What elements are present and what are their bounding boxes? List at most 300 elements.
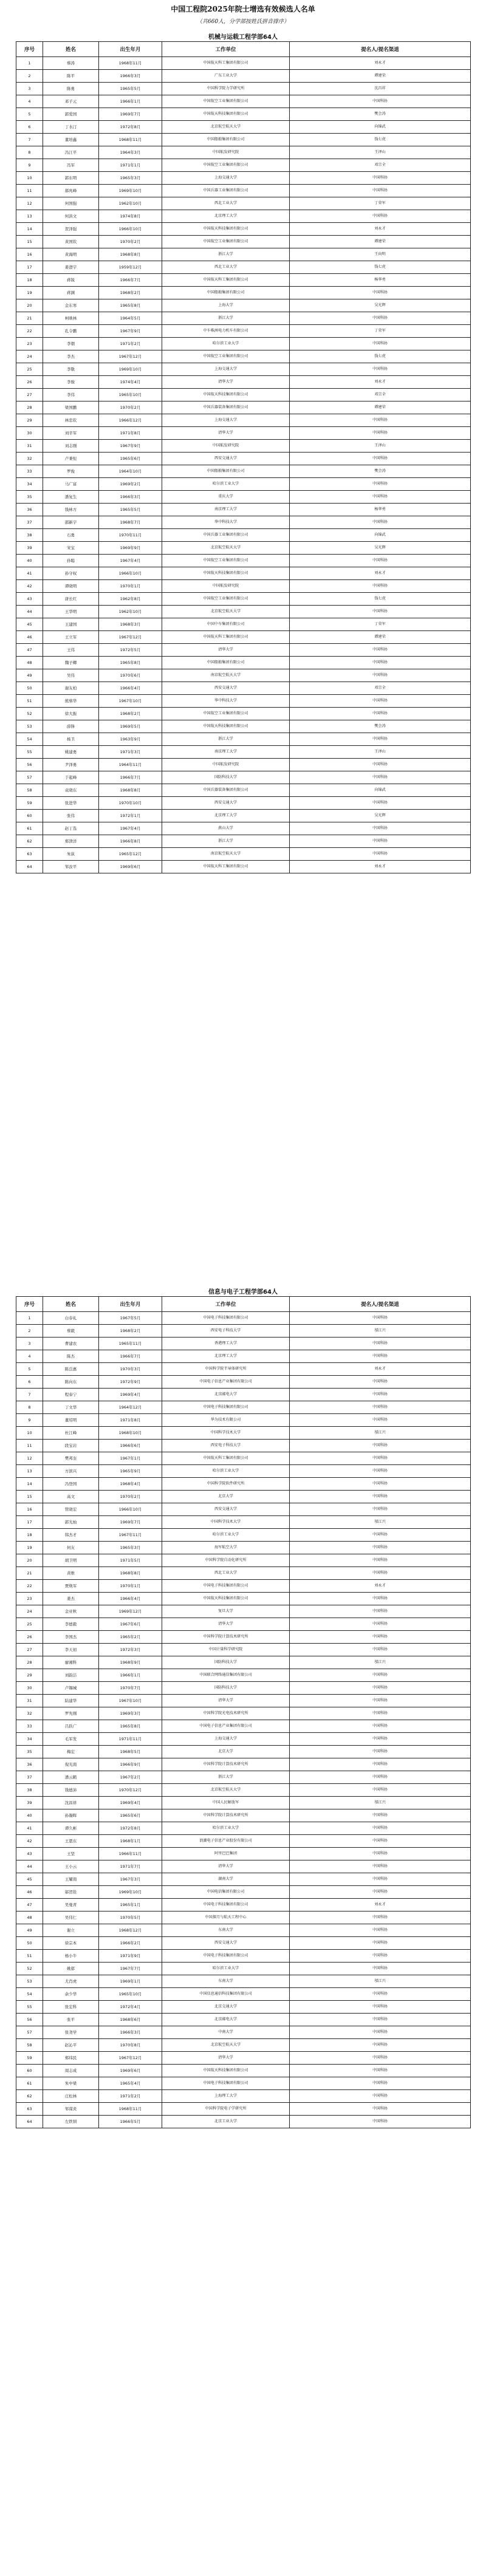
cell-name: 石勇: [43, 529, 99, 542]
cell-number: 63: [16, 2103, 43, 2116]
cell-name: 蒋锐: [43, 274, 99, 287]
cell-birth: 1970年1月: [99, 580, 162, 593]
cell-unit: 西安交通大学: [162, 1503, 290, 1516]
cell-birth: 1969年7月: [99, 1516, 162, 1529]
cell-unit: 西北工业大学: [162, 261, 290, 274]
cell-unit: 中国人民解放军: [162, 1797, 290, 1809]
cell-number: 19: [16, 287, 43, 299]
table-row: [16, 159, 471, 172]
cell-recommender: 中国科协: [290, 1937, 471, 1950]
cell-name: 沈昌祥: [43, 1797, 99, 1809]
cell-unit: 上海交通大学: [162, 1733, 290, 1746]
cell-unit: 西安交通大学: [162, 682, 290, 695]
cell-recommender: 中国科协: [290, 1695, 471, 1707]
cell-number: 51: [16, 695, 43, 708]
cell-unit: 中国航空工业集团有限公司: [162, 159, 290, 172]
table-row: [16, 1733, 471, 1746]
cell-name: 王小云: [43, 1860, 99, 1873]
cell-name: 邹谋炎: [43, 2103, 99, 2116]
cell-unit: 中国中车集团有限公司: [162, 618, 290, 631]
cell-number: 36: [16, 504, 43, 516]
cell-name: 赵丁选: [43, 822, 99, 835]
cell-name: 邹汝平: [43, 861, 99, 873]
cell-number: 23: [16, 338, 43, 350]
cell-birth: 1971年3月: [99, 746, 162, 759]
cell-recommender: 中国科协: [290, 1924, 471, 1937]
cell-unit: 北京大学: [162, 1746, 290, 1758]
cell-unit: 中国航发研究院: [162, 146, 290, 159]
cell-number: 46: [16, 1886, 43, 1899]
cell-birth: 1968年6月: [99, 2014, 162, 2026]
cell-birth: 1965年6月: [99, 1809, 162, 1822]
table-row: [16, 1695, 471, 1707]
column-header-unit: 工作单位: [162, 42, 290, 57]
cell-birth: 1965年12月: [99, 848, 162, 861]
cell-recommender: 中国科协: [290, 1312, 471, 1325]
cell-unit: 中国航天科技集团有限公司: [162, 108, 290, 121]
cell-name: 陆建华: [43, 1695, 99, 1707]
cell-birth: 1974年4月: [99, 376, 162, 389]
table-row: [16, 593, 471, 606]
cell-unit: 中国船舶集团有限公司: [162, 287, 290, 299]
cell-recommender: 王泽山: [290, 746, 471, 759]
cell-number: 14: [16, 223, 43, 236]
cell-birth: 1972年8月: [99, 121, 162, 134]
cell-unit: 中国电信集团有限公司: [162, 1886, 290, 1899]
cell-name: 陈良惠: [43, 1363, 99, 1376]
cell-name: 王恩东: [43, 1835, 99, 1848]
cell-number: 37: [16, 1771, 43, 1784]
cell-number: 16: [16, 248, 43, 261]
cell-number: 16: [16, 1503, 43, 1516]
cell-number: 35: [16, 491, 43, 504]
cell-name: 周志成: [43, 2065, 99, 2077]
cell-number: 29: [16, 1669, 43, 1682]
table-row: [16, 1975, 471, 1988]
cell-birth: 1966年1月: [99, 95, 162, 108]
cell-number: 60: [16, 810, 43, 822]
cell-number: 5: [16, 108, 43, 121]
cell-name: 徐大振: [43, 708, 99, 720]
cell-birth: 1969年10月: [99, 185, 162, 197]
candidate-table: [16, 1296, 471, 2128]
cell-recommender: 中国科协: [290, 1771, 471, 1784]
table-row: [16, 1669, 471, 1682]
cell-name: 谢立: [43, 1924, 99, 1937]
cell-name: 刘韵洁: [43, 1669, 99, 1682]
cell-number: 10: [16, 172, 43, 185]
cell-birth: 1968年8月: [99, 1567, 162, 1580]
cell-unit: 中国船舶集团有限公司: [162, 657, 290, 669]
cell-number: 8: [16, 1401, 43, 1414]
cell-recommender: 吴光辉: [290, 810, 471, 822]
cell-name: 钱林方: [43, 504, 99, 516]
cell-birth: 1972年3月: [99, 1644, 162, 1656]
cell-birth: 1972年8月: [99, 1822, 162, 1835]
cell-name: 孙凝晖: [43, 1809, 99, 1822]
table-row: [16, 95, 471, 108]
cell-birth: 1969年12月: [99, 1605, 162, 1618]
cell-recommender: 中国科协: [290, 771, 471, 784]
cell-birth: 1965年4月: [99, 2077, 162, 2090]
table-row: [16, 2001, 471, 2014]
cell-birth: 1964年12月: [99, 1401, 162, 1414]
cell-unit: 中国电子科技集团有限公司: [162, 1950, 290, 1963]
cell-number: 7: [16, 1389, 43, 1401]
cell-name: 潘复生: [43, 491, 99, 504]
cell-name: 梁国鹏: [43, 401, 99, 414]
cell-birth: 1970年2月: [99, 1491, 162, 1503]
cell-birth: 1966年7月: [99, 771, 162, 784]
cell-birth: 1965年1月: [99, 1899, 162, 1912]
cell-birth: 1965年8月: [99, 657, 162, 669]
cell-unit: 中国航天科技集团有限公司: [162, 720, 290, 733]
cell-unit: 南京航空航天大学: [162, 848, 290, 861]
cell-name: 薛锋: [43, 720, 99, 733]
table-row: [16, 453, 471, 465]
cell-unit: 中国航发研究院: [162, 440, 290, 453]
cell-unit: 清华大学: [162, 644, 290, 657]
cell-unit: 东南大学: [162, 1975, 290, 1988]
cell-birth: 1972年5月: [99, 644, 162, 657]
cell-name: 贺泽强: [43, 223, 99, 236]
cell-name: 姜澄宇: [43, 261, 99, 274]
cell-unit: 南京理工大学: [162, 504, 290, 516]
cell-birth: 1970年6月: [99, 669, 162, 682]
cell-recommender: 中国科协: [290, 669, 471, 682]
cell-number: 29: [16, 414, 43, 427]
table-row: [16, 376, 471, 389]
cell-name: 李伟: [43, 389, 99, 401]
cell-number: 34: [16, 478, 43, 491]
cell-number: 42: [16, 580, 43, 593]
cell-number: 40: [16, 555, 43, 567]
cell-unit: 华为技术有限公司: [162, 1414, 290, 1427]
cell-name: 朱中梁: [43, 2077, 99, 2090]
cell-recommender: 邬江兴: [290, 1656, 471, 1669]
cell-unit: 北京交通大学: [162, 2001, 290, 2014]
table-row: [16, 248, 471, 261]
cell-number: 5: [16, 1363, 43, 1376]
cell-name: 蒋渊: [43, 287, 99, 299]
cell-name: 张进华: [43, 797, 99, 810]
table-row: [16, 1312, 471, 1325]
cell-birth: 1969年6月: [99, 861, 162, 873]
cell-birth: 1966年3月: [99, 2026, 162, 2039]
cell-birth: 1967年5月: [99, 1312, 162, 1325]
table-row: [16, 759, 471, 771]
cell-number: 51: [16, 1950, 43, 1963]
cell-name: 蔡毅: [43, 1325, 99, 1338]
cell-recommender: 中国科协: [290, 1720, 471, 1733]
cell-unit: 湖南大学: [162, 1873, 290, 1886]
cell-unit: 中国航天科技集团有限公司: [162, 2065, 290, 2077]
cell-unit: 华中科技大学: [162, 516, 290, 529]
cell-recommender: 中国科协: [290, 1503, 471, 1516]
cell-number: 64: [16, 861, 43, 873]
cell-unit: 上海交通大学: [162, 172, 290, 185]
cell-number: 6: [16, 121, 43, 134]
cell-birth: 1968年11月: [99, 57, 162, 70]
cell-number: 1: [16, 57, 43, 70]
cell-birth: 1970年2月: [99, 401, 162, 414]
cell-birth: 1970年5月: [99, 1912, 162, 1924]
cell-recommender: 吴光辉: [290, 299, 471, 312]
table-row: [16, 1963, 471, 1975]
cell-recommender: 刘永才: [290, 1899, 471, 1912]
table-row: [16, 312, 471, 325]
table-row: [16, 57, 471, 70]
cell-recommender: 刘永才: [290, 567, 471, 580]
cell-name: 左铁钏: [43, 2116, 99, 2128]
table-row: [16, 1848, 471, 1860]
cell-birth: 1969年6月: [99, 2065, 162, 2077]
cell-name: 吕跃广: [43, 1720, 99, 1733]
cell-name: 宋宝: [43, 542, 99, 555]
cell-recommender: 中国科协: [290, 414, 471, 427]
cell-birth: 1967年10月: [99, 1695, 162, 1707]
cell-number: 46: [16, 631, 43, 644]
cell-birth: 1968年8月: [99, 784, 162, 797]
cell-recommender: 中国科协: [290, 1376, 471, 1389]
cell-unit: 中国电子科技集团有限公司: [162, 1899, 290, 1912]
cell-number: 26: [16, 376, 43, 389]
cell-unit: 中国航空工业集团有限公司: [162, 236, 290, 248]
cell-number: 17: [16, 1516, 43, 1529]
cell-unit: 上海交通大学: [162, 414, 290, 427]
cell-name: 刘辛军: [43, 427, 99, 440]
cell-recommender: 钱七虎: [290, 261, 471, 274]
cell-unit: 中国航发研究院: [162, 759, 290, 771]
cell-birth: 1969年10月: [99, 1886, 162, 1899]
section-title: 信息与电子工程学部64人: [208, 1289, 278, 1296]
cell-unit: 西北工业大学: [162, 197, 290, 210]
cell-recommender: 中国科协: [290, 1784, 471, 1797]
cell-recommender: 中国科协: [290, 1758, 471, 1771]
cell-number: 50: [16, 1937, 43, 1950]
cell-recommender: 中国科协: [290, 2014, 471, 2026]
cell-number: 54: [16, 733, 43, 746]
cell-unit: 中国科学院力学研究所: [162, 83, 290, 95]
table-row: [16, 261, 471, 274]
cell-unit: 中国航空工业集团有限公司: [162, 350, 290, 363]
cell-unit: 中国科学院半导体研究所: [162, 1363, 290, 1376]
cell-recommender: 中国科协: [290, 2001, 471, 2014]
cell-birth: 1968年4月: [99, 1478, 162, 1491]
cell-name: 何国强: [43, 197, 99, 210]
table-row: [16, 657, 471, 669]
table-row: [16, 2077, 471, 2090]
cell-unit: 北京大学: [162, 1491, 290, 1503]
table-row: [16, 1707, 471, 1720]
cell-unit: 中国航空工业集团有限公司: [162, 593, 290, 606]
cell-name: 郝兆峰: [43, 185, 99, 197]
cell-number: 11: [16, 185, 43, 197]
cell-unit: 北京理工大学: [162, 210, 290, 223]
cell-birth: 1967年9月: [99, 325, 162, 338]
cell-number: 36: [16, 1758, 43, 1771]
table-row: [16, 1554, 471, 1567]
cell-name: 吴伟: [43, 669, 99, 682]
cell-recommender: 中国科协: [290, 2026, 471, 2039]
cell-unit: 南京理工大学: [162, 746, 290, 759]
cell-name: 李骏: [43, 376, 99, 389]
cell-birth: 1968年1月: [99, 1835, 162, 1848]
cell-number: 28: [16, 401, 43, 414]
cell-recommender: 中国科协: [290, 1631, 471, 1644]
cell-name: 管晓宏: [43, 1503, 99, 1516]
cell-unit: 哈尔滨工业大学: [162, 1963, 290, 1975]
cell-recommender: 杨华勇: [290, 504, 471, 516]
cell-name: 丁水汀: [43, 121, 99, 134]
cell-unit: 中国船舶集团有限公司: [162, 465, 290, 478]
cell-birth: 1965年5月: [99, 83, 162, 95]
cell-recommender: 中国科协: [290, 1822, 471, 1835]
cell-recommender: 中国科协: [290, 1707, 471, 1720]
cell-unit: 中国科学院计算技术研究所: [162, 1758, 290, 1771]
cell-birth: 1969年4月: [99, 1797, 162, 1809]
table-row: [16, 1631, 471, 1644]
cell-unit: 浪潮电子信息产业股份有限公司: [162, 1835, 290, 1848]
table-row: [16, 1644, 471, 1656]
cell-name: 张伟: [43, 810, 99, 822]
cell-unit: 清华大学: [162, 427, 290, 440]
table-row: [16, 644, 471, 657]
cell-name: 刘志刚: [43, 440, 99, 453]
cell-name: 唐长红: [43, 593, 99, 606]
cell-recommender: 中国科协: [290, 797, 471, 810]
cell-name: 邓子元: [43, 95, 99, 108]
cell-recommender: 中国科协: [290, 491, 471, 504]
cell-name: 王坚: [43, 1848, 99, 1860]
cell-birth: 1966年4月: [99, 682, 162, 695]
cell-recommender: 中国科协: [290, 1465, 471, 1478]
cell-number: 44: [16, 606, 43, 618]
cell-name: 李杰: [43, 350, 99, 363]
table-row: [16, 2103, 471, 2116]
cell-recommender: 樊会涛: [290, 720, 471, 733]
cell-number: 25: [16, 363, 43, 376]
table-row: [16, 414, 471, 427]
cell-birth: 1962年10月: [99, 606, 162, 618]
cell-name: 潘云鹤: [43, 1771, 99, 1784]
cell-recommender: 中国科协: [290, 1746, 471, 1758]
cell-unit: 中国航天科工集团有限公司: [162, 1452, 290, 1465]
table-row: [16, 822, 471, 835]
cell-name: 姚郁: [43, 1963, 99, 1975]
cell-birth: 1965年6月: [99, 453, 162, 465]
cell-birth: 1970年12月: [99, 1784, 162, 1797]
table-row: [16, 350, 471, 363]
table-row: [16, 682, 471, 695]
cell-recommender: 中国科协: [290, 1733, 471, 1746]
cell-name: 陈向东: [43, 1376, 99, 1389]
cell-recommender: 刘永才: [290, 57, 471, 70]
cell-recommender: 中国科协: [290, 835, 471, 848]
cell-unit: 上海大学: [162, 299, 290, 312]
cell-name: 郭爱国: [43, 108, 99, 121]
cell-unit: 浙江大学: [162, 312, 290, 325]
cell-recommender: 钱七虎: [290, 350, 471, 363]
cell-birth: 1970年3月: [99, 1363, 162, 1376]
cell-birth: 1969年5月: [99, 720, 162, 733]
cell-unit: 中国船舶集团有限公司: [162, 134, 290, 146]
table-row: [16, 210, 471, 223]
table-row: [16, 2026, 471, 2039]
cell-name: 黄国钦: [43, 236, 99, 248]
cell-number: 38: [16, 1784, 43, 1797]
table-row: [16, 1350, 471, 1363]
cell-birth: 1967年11月: [99, 1529, 162, 1542]
cell-unit: 中国科学院软件研究所: [162, 1478, 290, 1491]
cell-recommender: 中国科协: [290, 1554, 471, 1567]
cell-number: 9: [16, 1414, 43, 1427]
cell-recommender: 中国科协: [290, 1401, 471, 1414]
cell-unit: 中国科学院电子学研究所: [162, 2103, 290, 2116]
table-row: [16, 1529, 471, 1542]
cell-number: 2: [16, 1325, 43, 1338]
cell-birth: 1965年10月: [99, 1988, 162, 2001]
cell-unit: 北京理工大学: [162, 1350, 290, 1363]
cell-name: 金亚秋: [43, 1605, 99, 1618]
cell-recommender: 中国科协: [290, 1644, 471, 1656]
cell-name: 胡卫明: [43, 1554, 99, 1567]
cell-unit: 中国电子科技集团有限公司: [162, 1401, 290, 1414]
cell-birth: 1966年7月: [99, 1350, 162, 1363]
cell-name: 杨卫: [43, 733, 99, 746]
cell-number: 15: [16, 236, 43, 248]
cell-name: 黄海明: [43, 248, 99, 261]
cell-number: 59: [16, 797, 43, 810]
cell-birth: 1967年10月: [99, 695, 162, 708]
cell-number: 25: [16, 1618, 43, 1631]
cell-name: 李天初: [43, 1644, 99, 1656]
cell-birth: 1967年6月: [99, 1618, 162, 1631]
table-row: [16, 1605, 471, 1618]
cell-birth: 1966年12月: [99, 414, 162, 427]
table-row: [16, 1452, 471, 1465]
cell-number: 44: [16, 1860, 43, 1873]
cell-birth: 1969年4月: [99, 1389, 162, 1401]
cell-unit: 中国兵器工业集团有限公司: [162, 529, 290, 542]
cell-name: 方滨兴: [43, 1465, 99, 1478]
cell-birth: 1971年8月: [99, 427, 162, 440]
cell-recommender: 中国科协: [290, 210, 471, 223]
cell-recommender: 中国科协: [290, 172, 471, 185]
cell-recommender: 中国科协: [290, 2103, 471, 2116]
table-row: [16, 1835, 471, 1848]
cell-name: 钱德沛: [43, 1784, 99, 1797]
cell-recommender: 中国科协: [290, 2052, 471, 2065]
cell-birth: 1966年10月: [99, 567, 162, 580]
cell-birth: 1972年9月: [99, 1376, 162, 1389]
cell-number: 45: [16, 1873, 43, 1886]
cell-birth: 1972年1月: [99, 810, 162, 822]
cell-recommender: 中国科协: [290, 1593, 471, 1605]
table-row: [16, 504, 471, 516]
cell-recommender: 中国科协: [290, 1912, 471, 1924]
cell-birth: 1966年5月: [99, 2116, 162, 2128]
cell-name: 吴曼青: [43, 1899, 99, 1912]
table-row: [16, 606, 471, 618]
cell-unit: 浙江大学: [162, 733, 290, 746]
cell-unit: 哈尔滨工业大学: [162, 338, 290, 350]
table-row: [16, 491, 471, 504]
cell-birth: 1967年2月: [99, 1771, 162, 1784]
cell-recommender: 中国科协: [290, 312, 471, 325]
cell-unit: 中国科学院光电技术研究所: [162, 1707, 290, 1720]
cell-number: 30: [16, 427, 43, 440]
